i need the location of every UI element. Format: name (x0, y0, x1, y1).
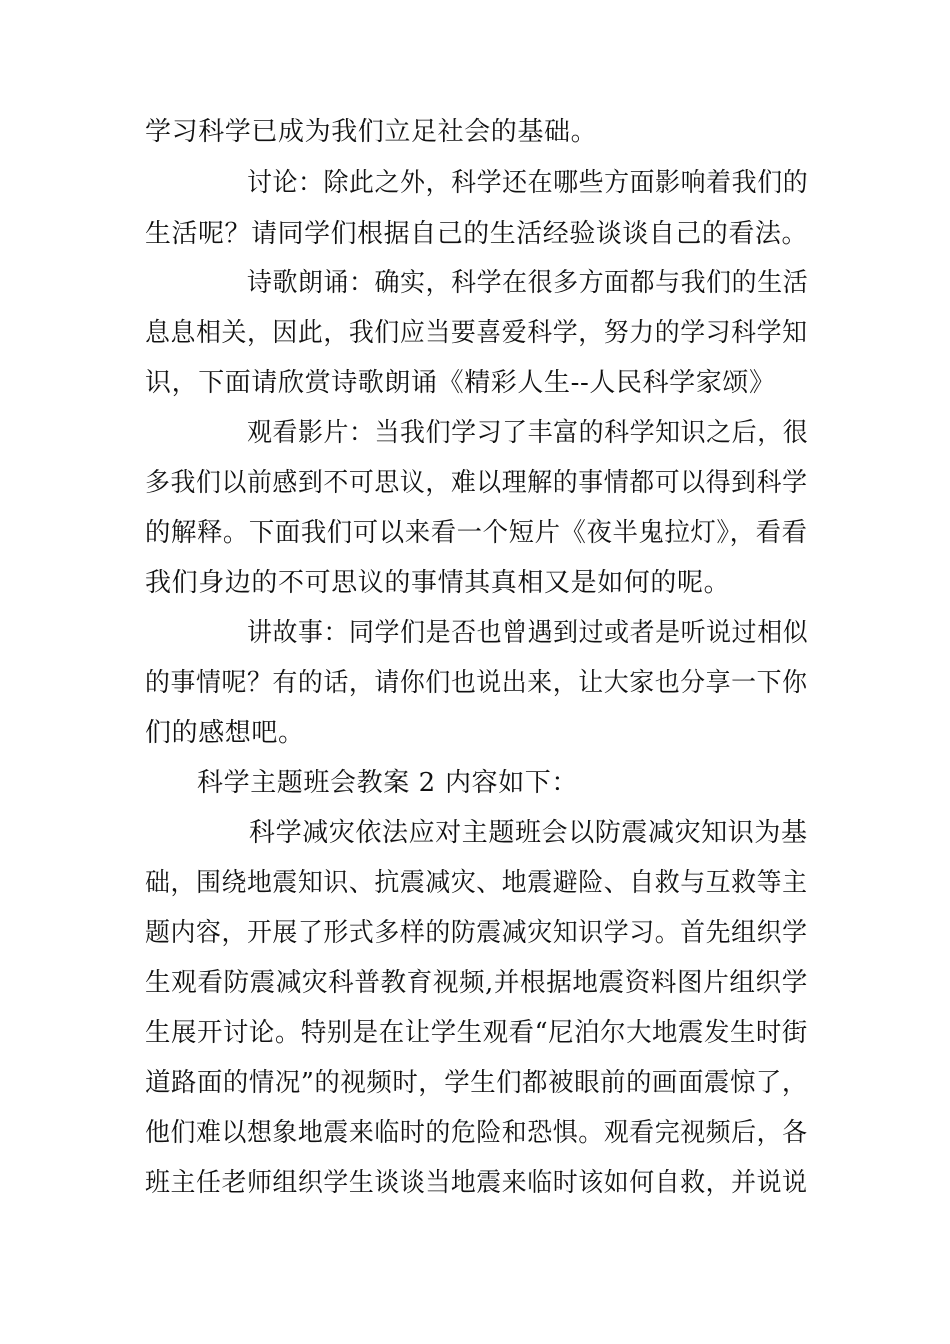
text-line: 生观看防震减灾科普教育视频,并根据地震资料图片组织学 (145, 968, 808, 998)
text-line: 学习科学已成为我们立足社会的基础。 (145, 117, 598, 147)
text-line: 诗歌朗诵：确实，科学在很多方面都与我们的生活 (247, 268, 809, 298)
text-line: 生活呢？请同学们根据自己的生活经验谈谈自己的看法。 (145, 219, 809, 249)
text-line: 多我们以前感到不可思议，难以理解的事情都可以得到科学 (145, 468, 808, 498)
text-line: 他们难以想象地震来临时的危险和恐惧。观看完视频后，各 (145, 1118, 808, 1148)
text-line: 们的感想吧。 (145, 718, 305, 748)
text-line: 识，下面请欣赏诗歌朗诵《精彩人生--人民科学家颂》 (145, 368, 776, 398)
section-heading-suffix: 内容如下： (445, 768, 579, 798)
text-line: 础，围绕地震知识、抗震减灾、地震避险、自救与互救等主 (145, 868, 808, 898)
text-line: 科学减灾依法应对主题班会以防震减灾知识为基 (249, 818, 808, 848)
text-line: 观看影片：当我们学习了丰富的科学知识之后，很 (247, 418, 809, 448)
text-line: 班主任老师组织学生谈谈当地震来临时该如何自救，并说说 (145, 1168, 808, 1198)
text-line: 题内容，开展了形式多样的防震减灾知识学习。首先组织学 (145, 918, 808, 948)
text-line: 的事情呢？有的话，请你们也说出来，让大家也分享一下你 (145, 668, 808, 698)
text-line: 道路面的情况”的视频时，学生们都被眼前的画面震惊了， (145, 1068, 808, 1098)
text-line: 我们身边的不可思议的事情其真相又是如何的呢。 (145, 568, 731, 598)
text-line: 讨论：除此之外，科学还在哪些方面影响着我们的 (247, 168, 809, 198)
text-line: 生展开讨论。特别是在让学生观看“尼泊尔大地震发生时街 (145, 1018, 808, 1048)
section-heading: 科学主题班会教案 2 (197, 768, 436, 798)
text-line: 息息相关，因此，我们应当要喜爱科学，努力的学习科学知 (145, 318, 808, 348)
text-line: 的解释。下面我们可以来看一个短片《夜半鬼拉灯》，看看 (145, 518, 808, 548)
text-line: 讲故事：同学们是否也曾遇到过或者是听说过相似 (247, 618, 809, 648)
